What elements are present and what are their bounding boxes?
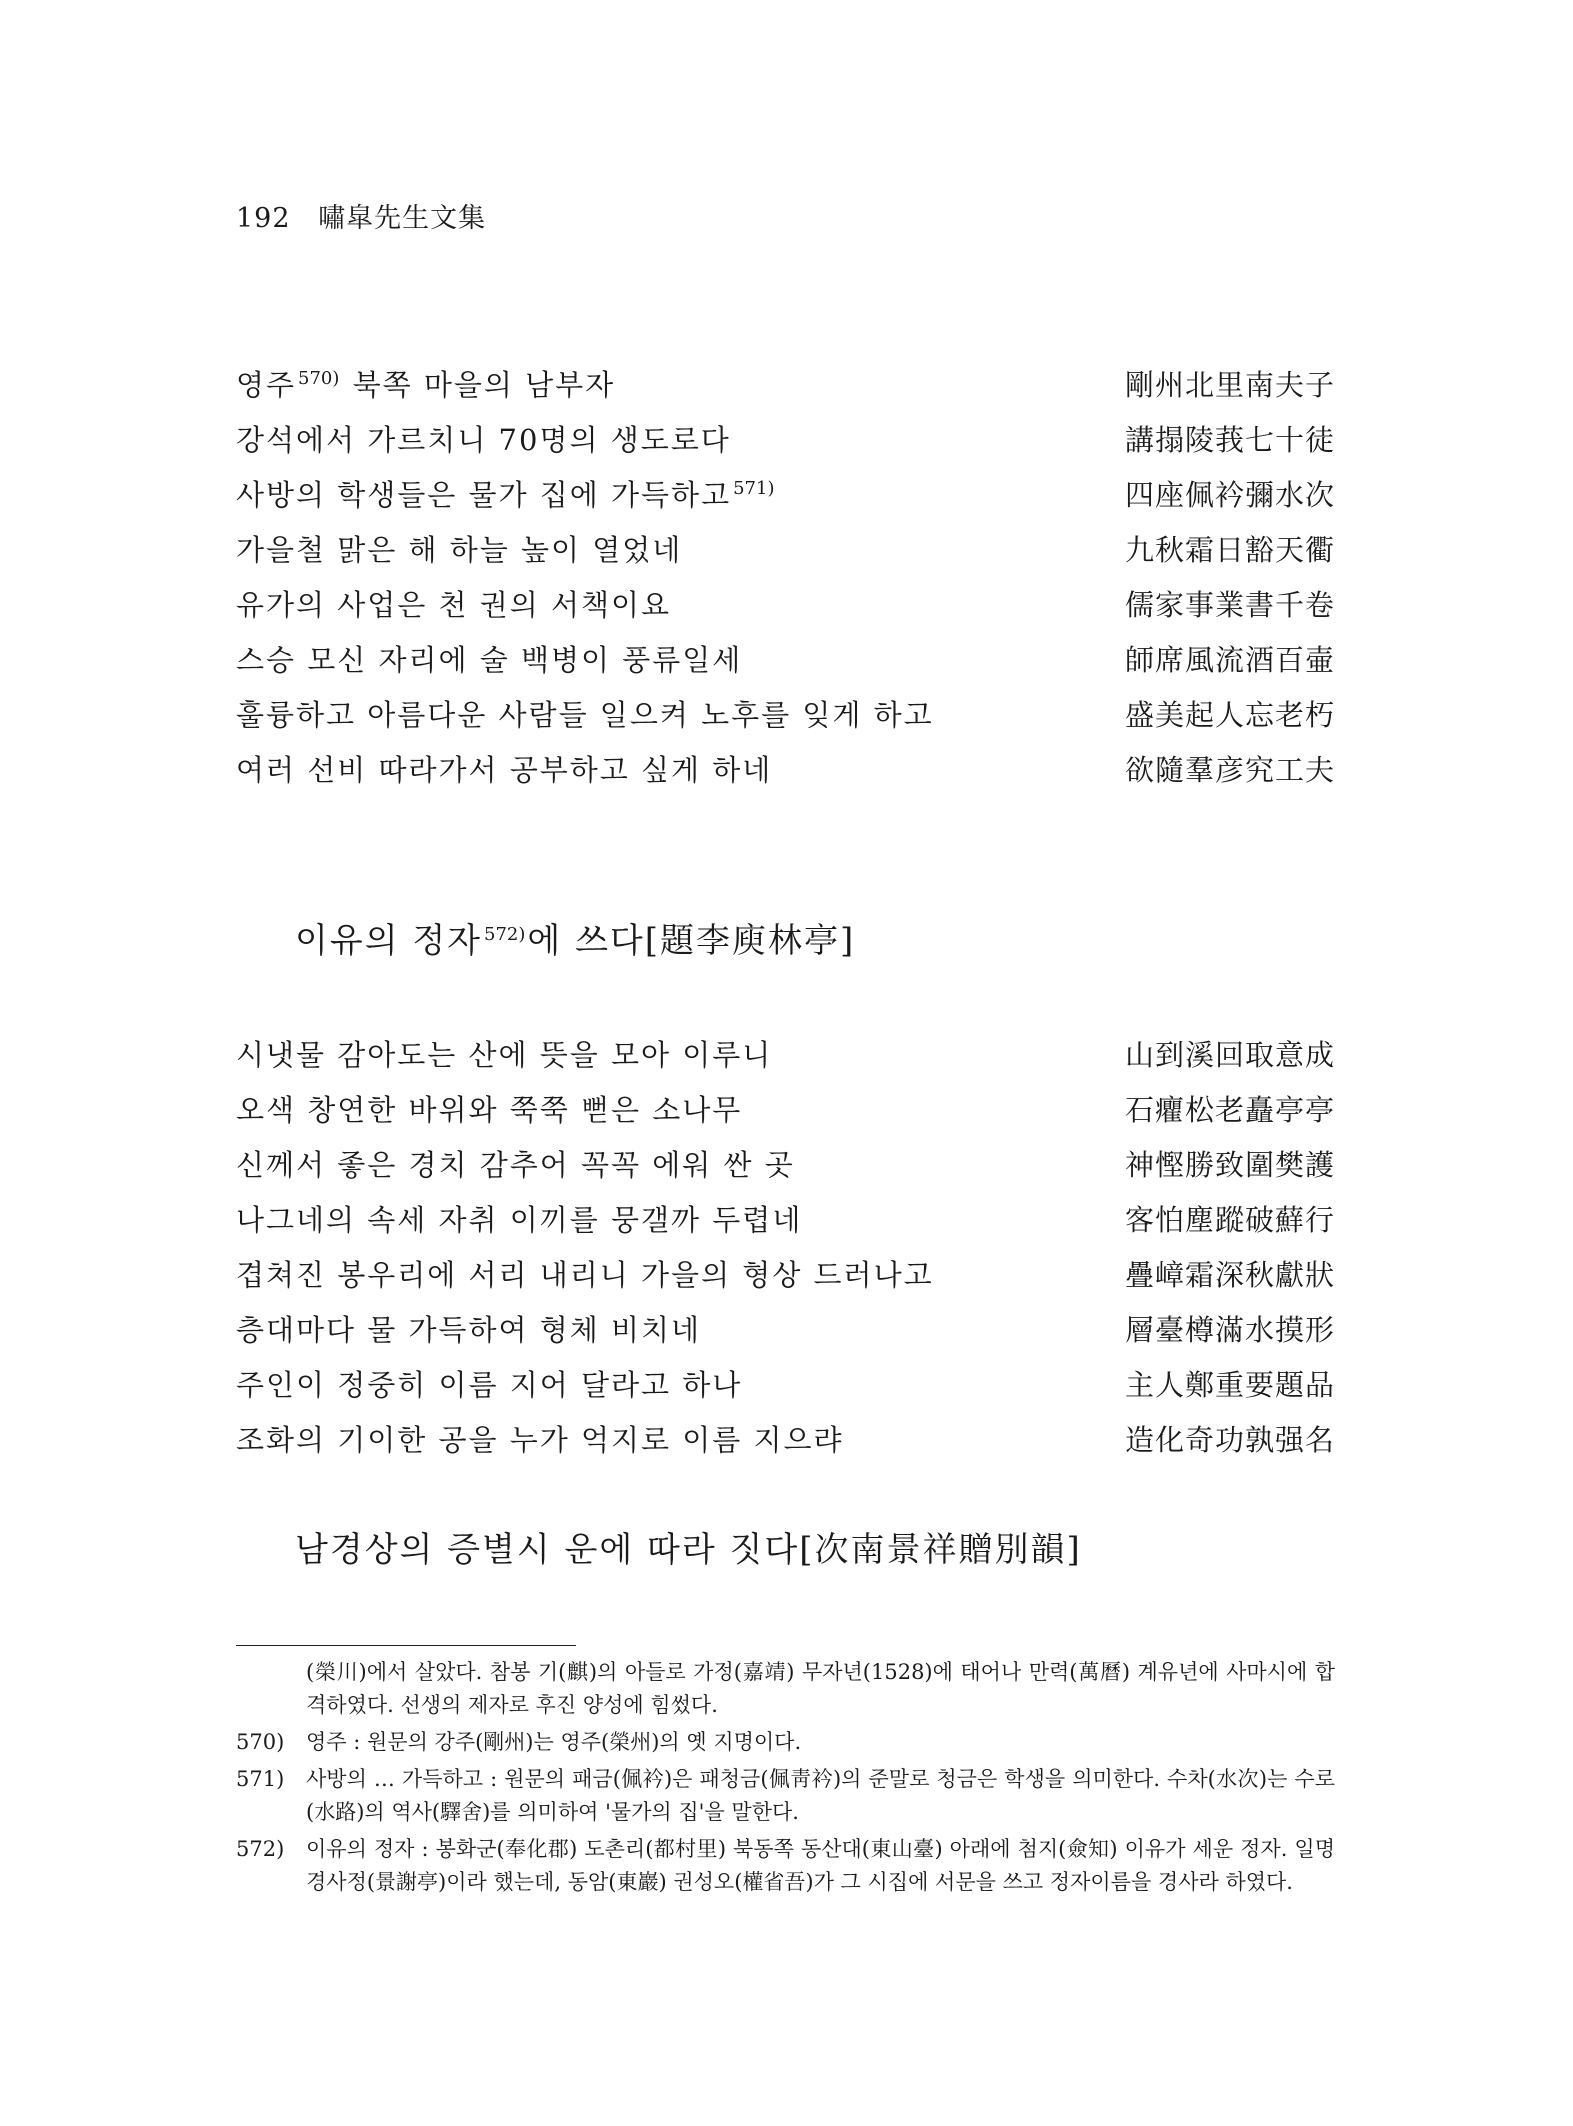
- footnote-572: [236, 1833, 1335, 1899]
- poem-title: 이유의 정자 $^{572)}$에 쓰다[題李庾林亭]: [295, 921, 856, 961]
- footnote-570: [236, 1726, 1335, 1759]
- hanja-verse: 層臺樽滿水摸形: [1124, 1313, 1335, 1347]
- poem-line: [236, 468, 1335, 523]
- poem-line: [236, 358, 1335, 413]
- hanja-verse: 講搨陵莪七十徒: [1124, 423, 1335, 457]
- korean-verse: 영주 $^{570)}$ 북쪽 마을의 남부자: [236, 368, 616, 402]
- hanja-verse: 石癯松老矗亭亭: [1124, 1093, 1335, 1127]
- poem-line: [236, 413, 1335, 468]
- footnote-ref[interactable]: 572): [484, 923, 526, 945]
- hanja-verse: 欲隨羣彦究工夫: [1124, 753, 1335, 787]
- poem-line: [236, 1303, 1335, 1358]
- hanja-verse: 山到溪回取意成: [1124, 1038, 1335, 1072]
- hanja-verse: 四座佩衿彌水次: [1124, 478, 1335, 512]
- footnote-571: [236, 1763, 1335, 1829]
- korean-verse: 오색 창연한 바위와 쭉쭉 뻗은 소나무: [236, 1093, 743, 1127]
- poem-line: [236, 688, 1335, 743]
- korean-verse: 층대마다 물 가득하여 형체 비치네: [236, 1313, 702, 1347]
- korean-verse: 조화의 기이한 공을 누가 억지로 이름 지으랴: [236, 1423, 844, 1457]
- poem-1: [236, 358, 1335, 798]
- poem-line: [236, 1083, 1335, 1138]
- korean-verse: 겹쳐진 봉우리에 서리 내리니 가을의 형상 드러나고: [236, 1258, 934, 1292]
- poem-line: [236, 523, 1335, 578]
- footnote-number: 572): [236, 1837, 285, 1861]
- hanja-verse: 儒家事業書千卷: [1124, 588, 1335, 622]
- running-head: [236, 196, 486, 235]
- poem-2: [236, 1028, 1335, 1468]
- hanja-verse: 主人鄭重要題品: [1124, 1368, 1335, 1402]
- korean-verse: 사방의 학생들은 물가 집에 가득하고 $^{571)}$: [236, 478, 775, 512]
- hanja-verse: 盛美起人忘老朽: [1124, 698, 1335, 732]
- korean-verse: 신께서 좋은 경치 감추어 꼭꼭 에워 싼 곳: [236, 1148, 795, 1182]
- poem-line: [236, 743, 1335, 798]
- footnote-ref[interactable]: 570): [298, 368, 340, 390]
- footnotes: [236, 1656, 1335, 1903]
- footnote-text: 사방의 … 가득하고 : 원문의 패금(佩衿)은 패청금(佩靑衿)의 준말로 청금은 학생을 의미한다. 수차(水次)는 수로(水路)의 역사(驛舍)를 의미하여 '물가의 집'을 말한다.: [306, 1767, 1335, 1824]
- footnote-text: 영주 : 원문의 강주(剛州)는 영주(榮州)의 옛 지명이다.: [306, 1730, 802, 1754]
- korean-verse: 나그네의 속세 자취 이끼를 뭉갤까 두렵네: [236, 1203, 803, 1237]
- poem-line: [236, 1028, 1335, 1083]
- hanja-verse: 客怕塵蹤破蘚行: [1124, 1203, 1335, 1237]
- hanja-verse: 剛州北里南夫子: [1124, 368, 1335, 402]
- korean-verse: 가을철 맑은 해 하늘 높이 열었네: [236, 533, 683, 567]
- book-title: 嘯皐先生文集: [318, 203, 487, 234]
- footnote-continuation: [236, 1656, 1335, 1722]
- korean-verse: 주인이 정중히 이름 지어 달라고 하나: [236, 1368, 743, 1402]
- korean-verse: 유가의 사업은 천 권의 서책이요: [236, 588, 672, 622]
- korean-verse: 시냇물 감아도는 산에 뜻을 모아 이루니: [236, 1038, 773, 1072]
- korean-verse: 훌륭하고 아름다운 사람들 일으켜 노후를 잊게 하고: [236, 698, 934, 732]
- poem-title: 남경상의 증별시 운에 따라 짓다[次南景祥贈別韻]: [295, 1530, 1082, 1570]
- hanja-verse: 神慳勝致圍樊護: [1124, 1148, 1335, 1182]
- korean-verse: 스승 모신 자리에 술 백병이 풍류일세: [236, 643, 743, 677]
- poem-line: [236, 1248, 1335, 1303]
- hanja-verse: 疊嶂霜深秋獻狀: [1124, 1258, 1335, 1292]
- hanja-verse: 師席風流酒百壷: [1124, 643, 1335, 677]
- poem-line: [236, 1358, 1335, 1413]
- footnote-number: 571): [236, 1767, 285, 1791]
- poem-line: [236, 1413, 1335, 1468]
- korean-verse: 강석에서 가르치니 70명의 생도로다: [236, 423, 731, 457]
- poem-line: [236, 578, 1335, 633]
- hanja-verse: 造化奇功孰强名: [1124, 1423, 1335, 1457]
- page-number: 192: [236, 203, 291, 234]
- footnote-ref[interactable]: 571): [733, 478, 775, 500]
- footnote-number: 570): [236, 1730, 285, 1754]
- poem-line: [236, 1138, 1335, 1193]
- poem-line: [236, 1193, 1335, 1248]
- poem-line: [236, 633, 1335, 688]
- footnote-divider: [236, 1645, 576, 1646]
- korean-verse: 여러 선비 따라가서 공부하고 싶게 하네: [236, 753, 773, 787]
- footnote-text: 이유의 정자 : 봉화군(奉化郡) 도촌리(都村里) 북동쪽 동산대(東山臺) 아래에 첨지(僉知) 이유가 세운 정자. 일명 경사정(景謝亭)이라 했는데, 동암(東巖) 권성오(權省吾)가 그 시집에 서문을 쓰고 정자이름을 경사라 하였다.: [306, 1837, 1335, 1894]
- hanja-verse: 九秋霜日豁天衢: [1124, 533, 1335, 567]
- footnote-text: (榮川)에서 살았다. 참봉 기(麒)의 아들로 가정(嘉靖) 무자년(1528)에 태어나 만력(萬曆) 계유년에 사마시에 합격하였다. 선생의 제자로 후진 양성에 힘썼다.: [306, 1660, 1335, 1717]
